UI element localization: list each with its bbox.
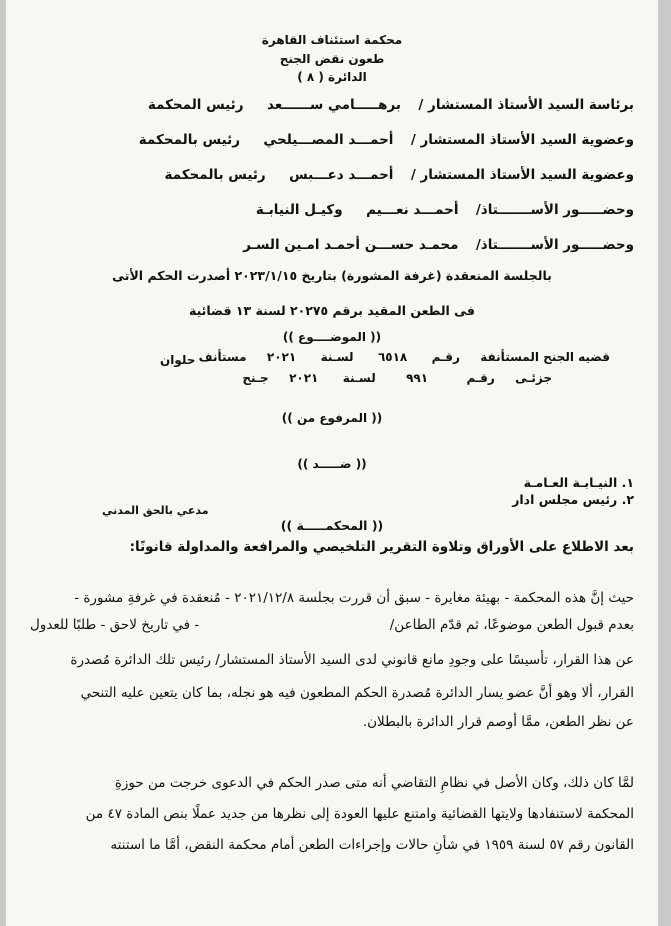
- case-lisana: لسـنة: [320, 350, 354, 364]
- case-number: ٦٥١٨: [377, 350, 408, 364]
- panel-row-president: [148, 97, 634, 113]
- case-year: ٢٠٢١: [266, 350, 297, 364]
- paragraph-1-line-4: القرار، ألا وهو أنَّ عضو يسار الدائرة مُصدرة الحكم المطعون فيه هو نجله، بما كان يتعين عليه التنحي: [80, 685, 634, 701]
- case-type: مستأنف: [198, 350, 247, 364]
- panel-title: رئيس بالمحكمة: [164, 167, 266, 183]
- paragraph-1-line-2-end: - في تاريخ لاحق - طلبًا للعدول: [30, 617, 200, 633]
- court-name: محكمة استئناف القاهرة: [261, 33, 403, 47]
- paragraph-2-line-1: لمَّا كان ذلك، وكان الأصل في نظامِ التقاضي أنه متى صدر الحكم في الدعوى خرجت من حوزةِ: [114, 775, 634, 791]
- panel-title: رئيس المحكمة: [147, 97, 244, 113]
- paragraph-2-line-3: القانون رقم ٥٧ لسنة ١٩٥٩ في شأنِ حالات وإجراءات الطعن أمام محكمة النقض، أمَّا ما استنته: [110, 837, 634, 853]
- document-page: [6, 0, 658, 926]
- case-raqm: رقـم: [431, 350, 460, 364]
- party-board-chairman: ٢. رئيس مجلس ادار: [512, 492, 634, 507]
- panel-role: وحضـــــور الأســـــــتاذ/: [475, 237, 634, 253]
- panel-name: أحمـــد المصـــيلحي: [263, 132, 394, 148]
- court-heading: (( المحكمـــــة )): [280, 518, 384, 533]
- case-lisana: لسـنة: [342, 371, 376, 385]
- panel-row-prosecution: [256, 202, 634, 218]
- case-label: جزئـى: [515, 371, 552, 385]
- circuit-number: الدائرة ( ٨ ): [297, 70, 367, 84]
- paragraph-1-line-2: بعدم قبول الطعن موضوعًا، ثم قدّم الطاعن/: [389, 617, 634, 633]
- panel-name: برهـــــامي ســــــعد: [266, 97, 402, 113]
- panel-role: وحضـــــور الأســـــــتاذ/: [475, 202, 634, 218]
- paragraph-1-line-1: حيث إنَّ هذه المحكمة - بهيئة مغايرة - سبق أن قررت بجلسة ٢٠٢١/١٢/٨ - مُنعقدة في غرفةِ مشورة -: [74, 590, 634, 606]
- session-line: بالجلسة المنعقدة (غرفة المشورة) بتاريخ ٢٠٢٣/١/١٥ أصدرت الحكم الأتى: [112, 268, 552, 283]
- paragraph-2-line-2: المحكمة لاستنفادها ولايتها القضائية وامتنع عليها العودة إلى نظرها من جديد عملًا بنص المادة ٤٧ من: [85, 806, 634, 822]
- case-label: قضيه الجنح المستأنفة: [480, 350, 610, 364]
- panel-role: برئاسة السيد الأستاذ المستشار /: [418, 97, 634, 113]
- paragraph-1-line-3: عن هذا القرار، تأسيسًا على وجودِ مانع قانوني لدى السيد الأستاذ المستشار/ رئيس تلك الدائرة مُصدرة: [70, 652, 634, 668]
- panel-role: وعضوية السيد الأستاذ المستشار /: [410, 132, 634, 148]
- panel-row-secretary: [243, 237, 634, 253]
- intro-line: بعد الاطلاع على الأوراق وتلاوة التقرير التلخيصي والمرافعة والمداولة قانونًا:: [129, 539, 634, 555]
- panel-name: أحمـــد دعـــبس: [289, 167, 394, 183]
- case-line-first-instance: [242, 371, 552, 385]
- civil-claimant-label: مدعي بالحق المدني: [102, 504, 209, 517]
- against-heading: (( ضـــــد )): [297, 457, 367, 471]
- subject-heading: (( الموضــــوع )): [282, 330, 382, 344]
- case-line-appeal: [199, 350, 610, 364]
- panel-row-member-1: [139, 132, 634, 148]
- panel-title: وكيـل النيابـة: [255, 202, 343, 218]
- department-name: طعون نقض الجنح: [279, 52, 385, 66]
- panel-name: أحمـــد نعـــيم: [366, 202, 459, 218]
- case-place: حلوان: [160, 353, 196, 367]
- case-number: ٩٩١: [406, 371, 429, 385]
- case-year: ٢٠٢١: [289, 371, 319, 385]
- paragraph-1-line-5: عن نظر الطعن، ممَّا أوصم قرار الدائرة بالبطلان.: [362, 714, 634, 730]
- panel-row-member-2: [164, 167, 634, 183]
- appeal-number: فى الطعن المقيد برقم ٢٠٢٧٥ لسنة ١٣ قضائية: [188, 303, 475, 318]
- panel-name: محمـد حســـن أحمـد امـين السـر: [243, 237, 459, 253]
- case-raqm: رقـم: [466, 371, 495, 385]
- party-prosecution: ١. النيـابـة العـامـة: [523, 475, 634, 490]
- appellant-heading: (( المرفوع من )): [281, 411, 383, 425]
- panel-role: وعضوية السيد الأستاذ المستشار /: [410, 167, 634, 183]
- case-type: جـنح: [242, 371, 269, 385]
- panel-title: رئيس بالمحكمة: [138, 132, 240, 148]
